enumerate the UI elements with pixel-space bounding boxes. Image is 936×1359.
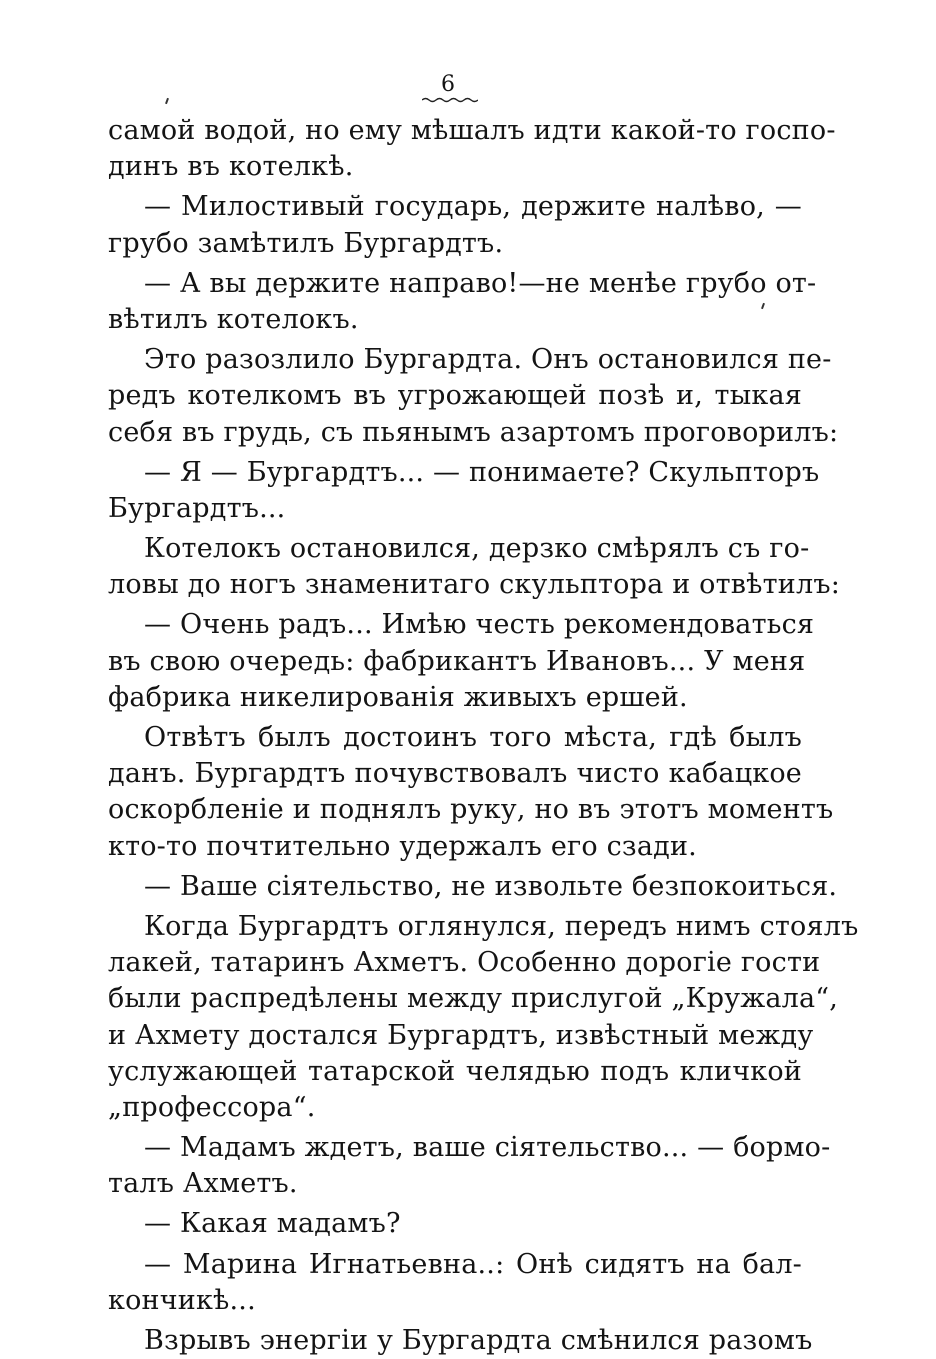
text-line: были распредѣлены между прислугой „Кружала“, xyxy=(108,983,839,1015)
text-line: ловы до ногъ знаменитаго скульптора и отвѣтилъ: xyxy=(108,569,841,601)
text-line: вѣтилъ котелокъ. xyxy=(108,303,359,335)
text-line: грубо замѣтилъ Бургардтъ. xyxy=(108,227,504,259)
paragraph xyxy=(108,342,839,451)
paragraph xyxy=(108,113,836,185)
text-line: — Милостивый государь, держите налѣво, — xyxy=(144,191,802,223)
text-line: кончикѣ... xyxy=(108,1284,256,1316)
text-body xyxy=(108,113,859,1359)
paragraph xyxy=(108,455,820,527)
paragraph xyxy=(108,189,802,261)
text-line: — Ваше сіятельство, не извольте безпокоиться. xyxy=(144,870,838,902)
text-line: данъ. Бургардтъ почувствовалъ чисто кабацкое xyxy=(108,758,802,790)
text-line: редъ котелкомъ въ угрожающей позѣ и, тыкая xyxy=(108,380,802,412)
text-line: лакей, татаринъ Ахметъ. Особенно дорогіе гости xyxy=(108,947,821,979)
text-line: — Какая мадамъ? xyxy=(144,1208,401,1240)
text-line: въ свою очередь: фабрикантъ Ивановъ... У меня xyxy=(108,645,806,677)
paragraph xyxy=(108,1323,813,1359)
paragraph xyxy=(108,869,838,905)
text-line: — Я — Бургардтъ... — понимаете? Скульпторъ xyxy=(144,456,820,488)
text-line: — Очень радъ... Имѣю честь рекомендоваться xyxy=(144,609,815,641)
text-line: Отвѣтъ былъ достоинъ того мѣста, гдѣ былъ xyxy=(144,722,802,753)
text-line: — Мадамъ ждетъ, ваше сіятельство... — бормо- xyxy=(144,1132,831,1164)
text-line: оскорбленіе и поднялъ руку, но въ этотъ моментъ xyxy=(108,794,834,826)
print-speck xyxy=(165,98,169,104)
text-line: — Марина Игнатьевна..: Онѣ сидятъ на бал- xyxy=(144,1248,802,1280)
text-line: талъ Ахметъ. xyxy=(108,1168,298,1200)
paragraph xyxy=(108,909,859,1126)
paragraph xyxy=(108,266,817,338)
paragraph xyxy=(108,1247,802,1319)
paragraph xyxy=(108,720,834,865)
paragraph xyxy=(108,1206,802,1242)
text-line: Котелокъ остановился, дерзко смѣрялъ съ го- xyxy=(144,533,810,565)
paragraph xyxy=(108,531,841,603)
text-line: фабрика никелированія живыхъ ершей. xyxy=(108,681,688,713)
text-line: услужающей татарской челядью подъ кличкой xyxy=(108,1055,802,1087)
text-line: динъ въ котелкѣ. xyxy=(108,151,354,183)
paragraph xyxy=(108,607,815,716)
text-line: себя въ грудь, съ пьянымъ азартомъ проговорилъ: xyxy=(108,416,839,448)
text-line: кто-то почтительно удержалъ его сзади. xyxy=(108,830,697,862)
text-line: самой водой, но ему мѣшалъ идти какой-то госпо- xyxy=(108,115,836,146)
text-line: и Ахмету достался Бургардтъ, извѣстный между xyxy=(108,1019,814,1051)
wavy-rule-ornament xyxy=(422,97,478,103)
text-line: Бургардтъ... xyxy=(108,492,286,524)
text-line: Когда Бургардтъ оглянулся, передъ нимъ стоялъ xyxy=(144,910,859,942)
text-line: „профессора“. xyxy=(108,1091,316,1123)
text-line: Взрывъ энергіи у Бургардта смѣнился разомъ xyxy=(144,1325,813,1356)
page-number: 6 xyxy=(441,72,455,97)
paragraph xyxy=(108,1130,831,1202)
text-line: Это разозлило Бургардта. Онъ остановился пе- xyxy=(144,344,832,376)
text-line: — А вы держите направо!—не менѣе грубо от- xyxy=(144,267,817,299)
